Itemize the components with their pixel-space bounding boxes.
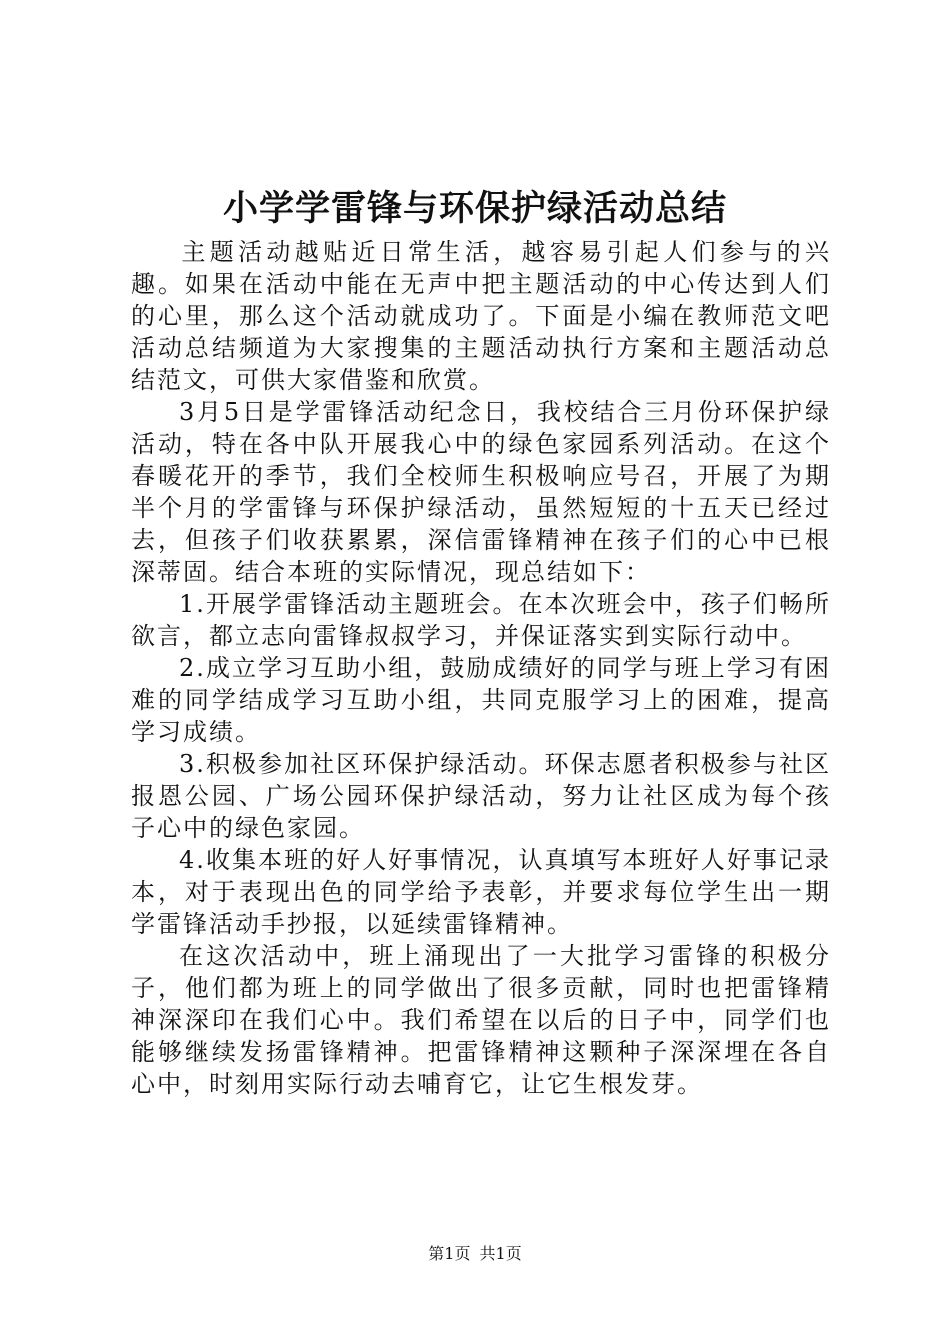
page-number: 第1页 bbox=[428, 1244, 471, 1263]
paragraph-item-1: 1.开展学雷锋活动主题班会。在本次班会中，孩子们畅所欲言，都立志向雷锋叔叔学习，并保证落实到实际行动中。 bbox=[131, 590, 831, 650]
paragraph-item-3: 3.积极参加社区环保护绿活动。环保志愿者积极参与社区报恩公园、广场公园环保护绿活动，努力让社区成为每个孩子心中的绿色家园。 bbox=[131, 750, 831, 842]
paragraph-intro: 主题活动越贴近日常生活，越容易引起人们参与的兴趣。如果在活动中能在无声中把主题活动的中心传达到人们的心里，那么这个活动就成功了。下面是小编在教师范文吧活动总结频道为大家搜集的主题活动执行方案和主题活动总结范文，可供大家借鉴和欣赏。 bbox=[131, 238, 831, 394]
page-total: 共1页 bbox=[479, 1244, 522, 1263]
paragraph-conclusion: 在这次活动中，班上涌现出了一大批学习雷锋的积极分子，他们都为班上的同学做出了很多贡献，同时也把雷锋精神深深印在我们心中。我们希望在以后的日子中，同学们也能够继续发扬雷锋精神。把雷锋精神这颗种子深深埋在各自心中，时刻用实际行动去哺育它，让它生根发芽。 bbox=[131, 942, 831, 1098]
document-title: 小学学雷锋与环保护绿活动总结 bbox=[222, 188, 727, 229]
document-body bbox=[131, 236, 831, 1100]
paragraph-item-2: 2.成立学习互助小组，鼓励成绩好的同学与班上学习有困难的同学结成学习互助小组，共同克服学习上的困难，提高学习成绩。 bbox=[131, 654, 831, 746]
page-footer bbox=[0, 1243, 950, 1265]
paragraph-item-4: 4.收集本班的好人好事情况，认真填写本班好人好事记录本，对于表现出色的同学给予表彰，并要求每位学生出一期学雷锋活动手抄报，以延续雷锋精神。 bbox=[131, 846, 831, 938]
paragraph-overview: 3月5日是学雷锋活动纪念日，我校结合三月份环保护绿活动，特在各中队开展我心中的绿色家园系列活动。在这个春暖花开的季节，我们全校师生积极响应号召，开展了为期半个月的学雷锋与环保护绿活动，虽然短短的十五天已经过去，但孩子们收获累累，深信雷锋精神在孩子们的心中已根深蒂固。结合本班的实际情况，现总结如下： bbox=[131, 398, 831, 586]
